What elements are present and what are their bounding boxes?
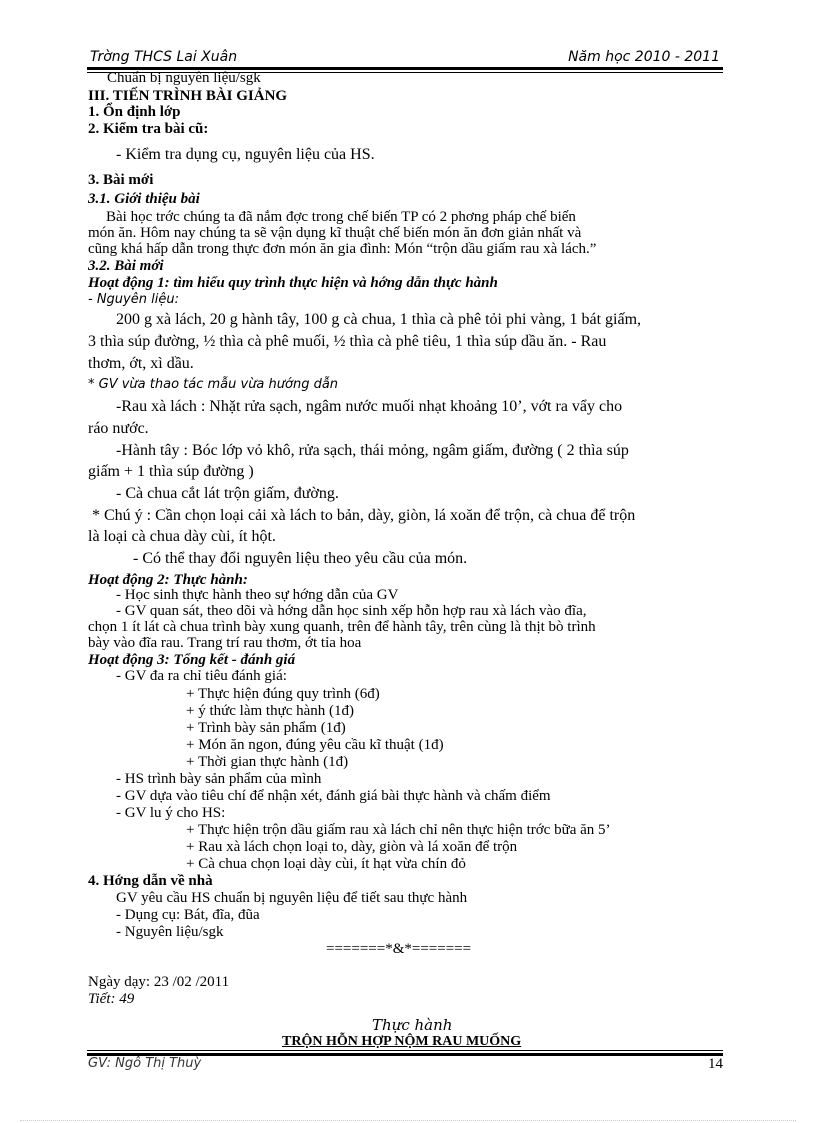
note-item: + Cà chua chọn loại dày cùi, ít hạt vừa chín đỏ: [186, 856, 466, 872]
step-heading: 1. Ổn định lớp: [88, 104, 181, 120]
text-line: chọn 1 ít lát cà chua trình bày xung quanh, trên để hành tây, trên cùng là thịt bò trình: [88, 619, 596, 635]
text-line: ráo nước.: [88, 420, 149, 437]
text-line: - GV đa ra chỉ tiêu đánh giá:: [116, 668, 287, 684]
text-line: * Chú ý : Cần chọn loại cải xà lách to bản, dày, giòn, lá xoăn để trộn, cà chua để trộn: [92, 507, 636, 524]
separator-text: =======*&*=======: [326, 941, 472, 957]
activity-heading: Hoạt động 2: Thực hành:: [88, 572, 248, 588]
text-line: Bài học trớc chúng ta đã nắm đợc trong chế biến TP có 2 phơng pháp chế biến: [106, 209, 576, 225]
text-line: - GV dựa vào tiêu chí để nhận xét, đánh giá bài thực hành và chấm điểm: [116, 788, 551, 804]
text-line: - Học sinh thực hành theo sự hớng dẫn của GV: [116, 587, 399, 603]
text-line: - Có thể thay đổi nguyên liệu theo yêu cầu của món.: [133, 550, 468, 567]
criteria-item: + Món ăn ngon, đúng yêu cầu kĩ thuật (1đ): [186, 737, 444, 753]
note-item: + Thực hiện trộn dầu giấm rau xà lách chỉ nên thực hiện trớc bữa ăn 5’: [186, 822, 611, 838]
text-line: là loại cà chua dày cùi, ít hột.: [88, 528, 276, 545]
criteria-item: + Thực hiện đúng quy trình (6đ): [186, 686, 380, 702]
prep-line: Chuẩn bị nguyên liệu/sgk: [107, 70, 261, 86]
text-line: GV yêu cầu HS chuẩn bị nguyên liệu để tiết sau thực hành: [116, 890, 468, 906]
teaching-date: Ngày dạy: 23 /02 /2011: [88, 974, 230, 990]
activity-heading: Hoạt động 1: tìm hiểu quy trình thực hiện và hớng dẫn thực hành: [88, 275, 498, 291]
text-line: bày vào đĩa rau. Trang trí rau thơm, ớt tỉa hoa: [88, 635, 362, 651]
text-line: - GV lu ý cho HS:: [116, 805, 226, 821]
text-line: 3 thìa súp đường, ½ thìa cà phê muối, ½ thìa cà phê tiêu, 1 thìa súp dầu ăn. - Rau: [88, 333, 607, 350]
school-name: Trờng THCS Lai Xuân: [90, 49, 238, 65]
step-heading: 3. Bài mới: [88, 172, 154, 188]
activity-heading: Hoạt động 3: Tổng kết - đánh giá: [88, 652, 296, 668]
section-heading: III. TIẾN TRÌNH BÀI GIẢNG: [88, 88, 288, 104]
text-line: -Hành tây : Bóc lớp vỏ khô, rửa sạch, thái mỏng, ngâm giấm, đường ( 2 thìa súp: [116, 442, 629, 459]
text-line: cũng khá hấp dẫn trong thực đơn món ăn gia đình: Món “trộn dầu giấm rau xà lách.”: [88, 241, 597, 257]
text-line: - Nguyên liệu:: [88, 292, 179, 307]
teacher-name: GV: Ngô Thị Thuỳ: [88, 1056, 202, 1071]
school-year: Năm học 2010 - 2011: [568, 49, 720, 65]
text-line: giấm + 1 thìa súp đường ): [88, 463, 254, 480]
text-line: - Cà chua cắt lát trộn giấm, đường.: [116, 485, 339, 502]
criteria-item: + ý thức làm thực hành (1đ): [186, 703, 355, 719]
subsection-heading: 3.2. Bài mới: [88, 258, 164, 274]
page-header: [90, 49, 720, 69]
lesson-title: TRỘN HỖN HỢP NỘM RAU MUỐNG: [282, 1034, 522, 1049]
step-heading: 2. Kiểm tra bài cũ:: [88, 121, 209, 137]
text-line: * GV vừa thao tác mẫu vừa hướng dẫn: [88, 377, 339, 392]
page-number: 14: [708, 1056, 723, 1072]
footer-rule-thin: [87, 1050, 723, 1051]
text-line: 200 g xà lách, 20 g hành tây, 100 g cà chua, 1 thìa cà phê tỏi phi vàng, 1 bát giấm,: [116, 311, 642, 328]
text-line: - Kiểm tra dụng cụ, nguyên liệu của HS.: [116, 146, 375, 163]
text-line: - GV quan sát, theo dõi và hớng dẫn học sinh xếp hỗn hợp rau xà lách vào đĩa,: [116, 603, 587, 619]
text-line: - Nguyên liệu/sgk: [116, 924, 224, 940]
text-line: món ăn. Hôm nay chúng ta sẽ vận dụng kĩ thuật chế biến món ăn đơn giản nhất và: [88, 225, 582, 241]
text-line: thơm, ớt, xì dầu.: [88, 355, 194, 372]
text-line: -Rau xà lách : Nhặt rửa sạch, ngâm nước muối nhạt khoảng 10’, vớt ra vẩy cho: [116, 398, 623, 415]
criteria-item: + Trình bày sản phẩm (1đ): [186, 720, 346, 736]
criteria-item: + Thời gian thực hành (1đ): [186, 754, 349, 770]
lesson-subtitle: Thực hành: [372, 1016, 453, 1034]
text-line: - Dụng cụ: Bát, đĩa, đũa: [116, 907, 260, 923]
text-line: - HS trình bày sản phẩm của mình: [116, 771, 322, 787]
step-heading: 4. Hớng dẫn về nhà: [88, 873, 213, 889]
page-edge: [20, 1120, 796, 1121]
lesson-number: Tiết: 49: [88, 991, 135, 1007]
note-item: + Rau xà lách chọn loại to, dày, giòn và lá xoăn để trộn: [186, 839, 518, 855]
subsection-heading: 3.1. Giới thiệu bài: [88, 191, 200, 207]
